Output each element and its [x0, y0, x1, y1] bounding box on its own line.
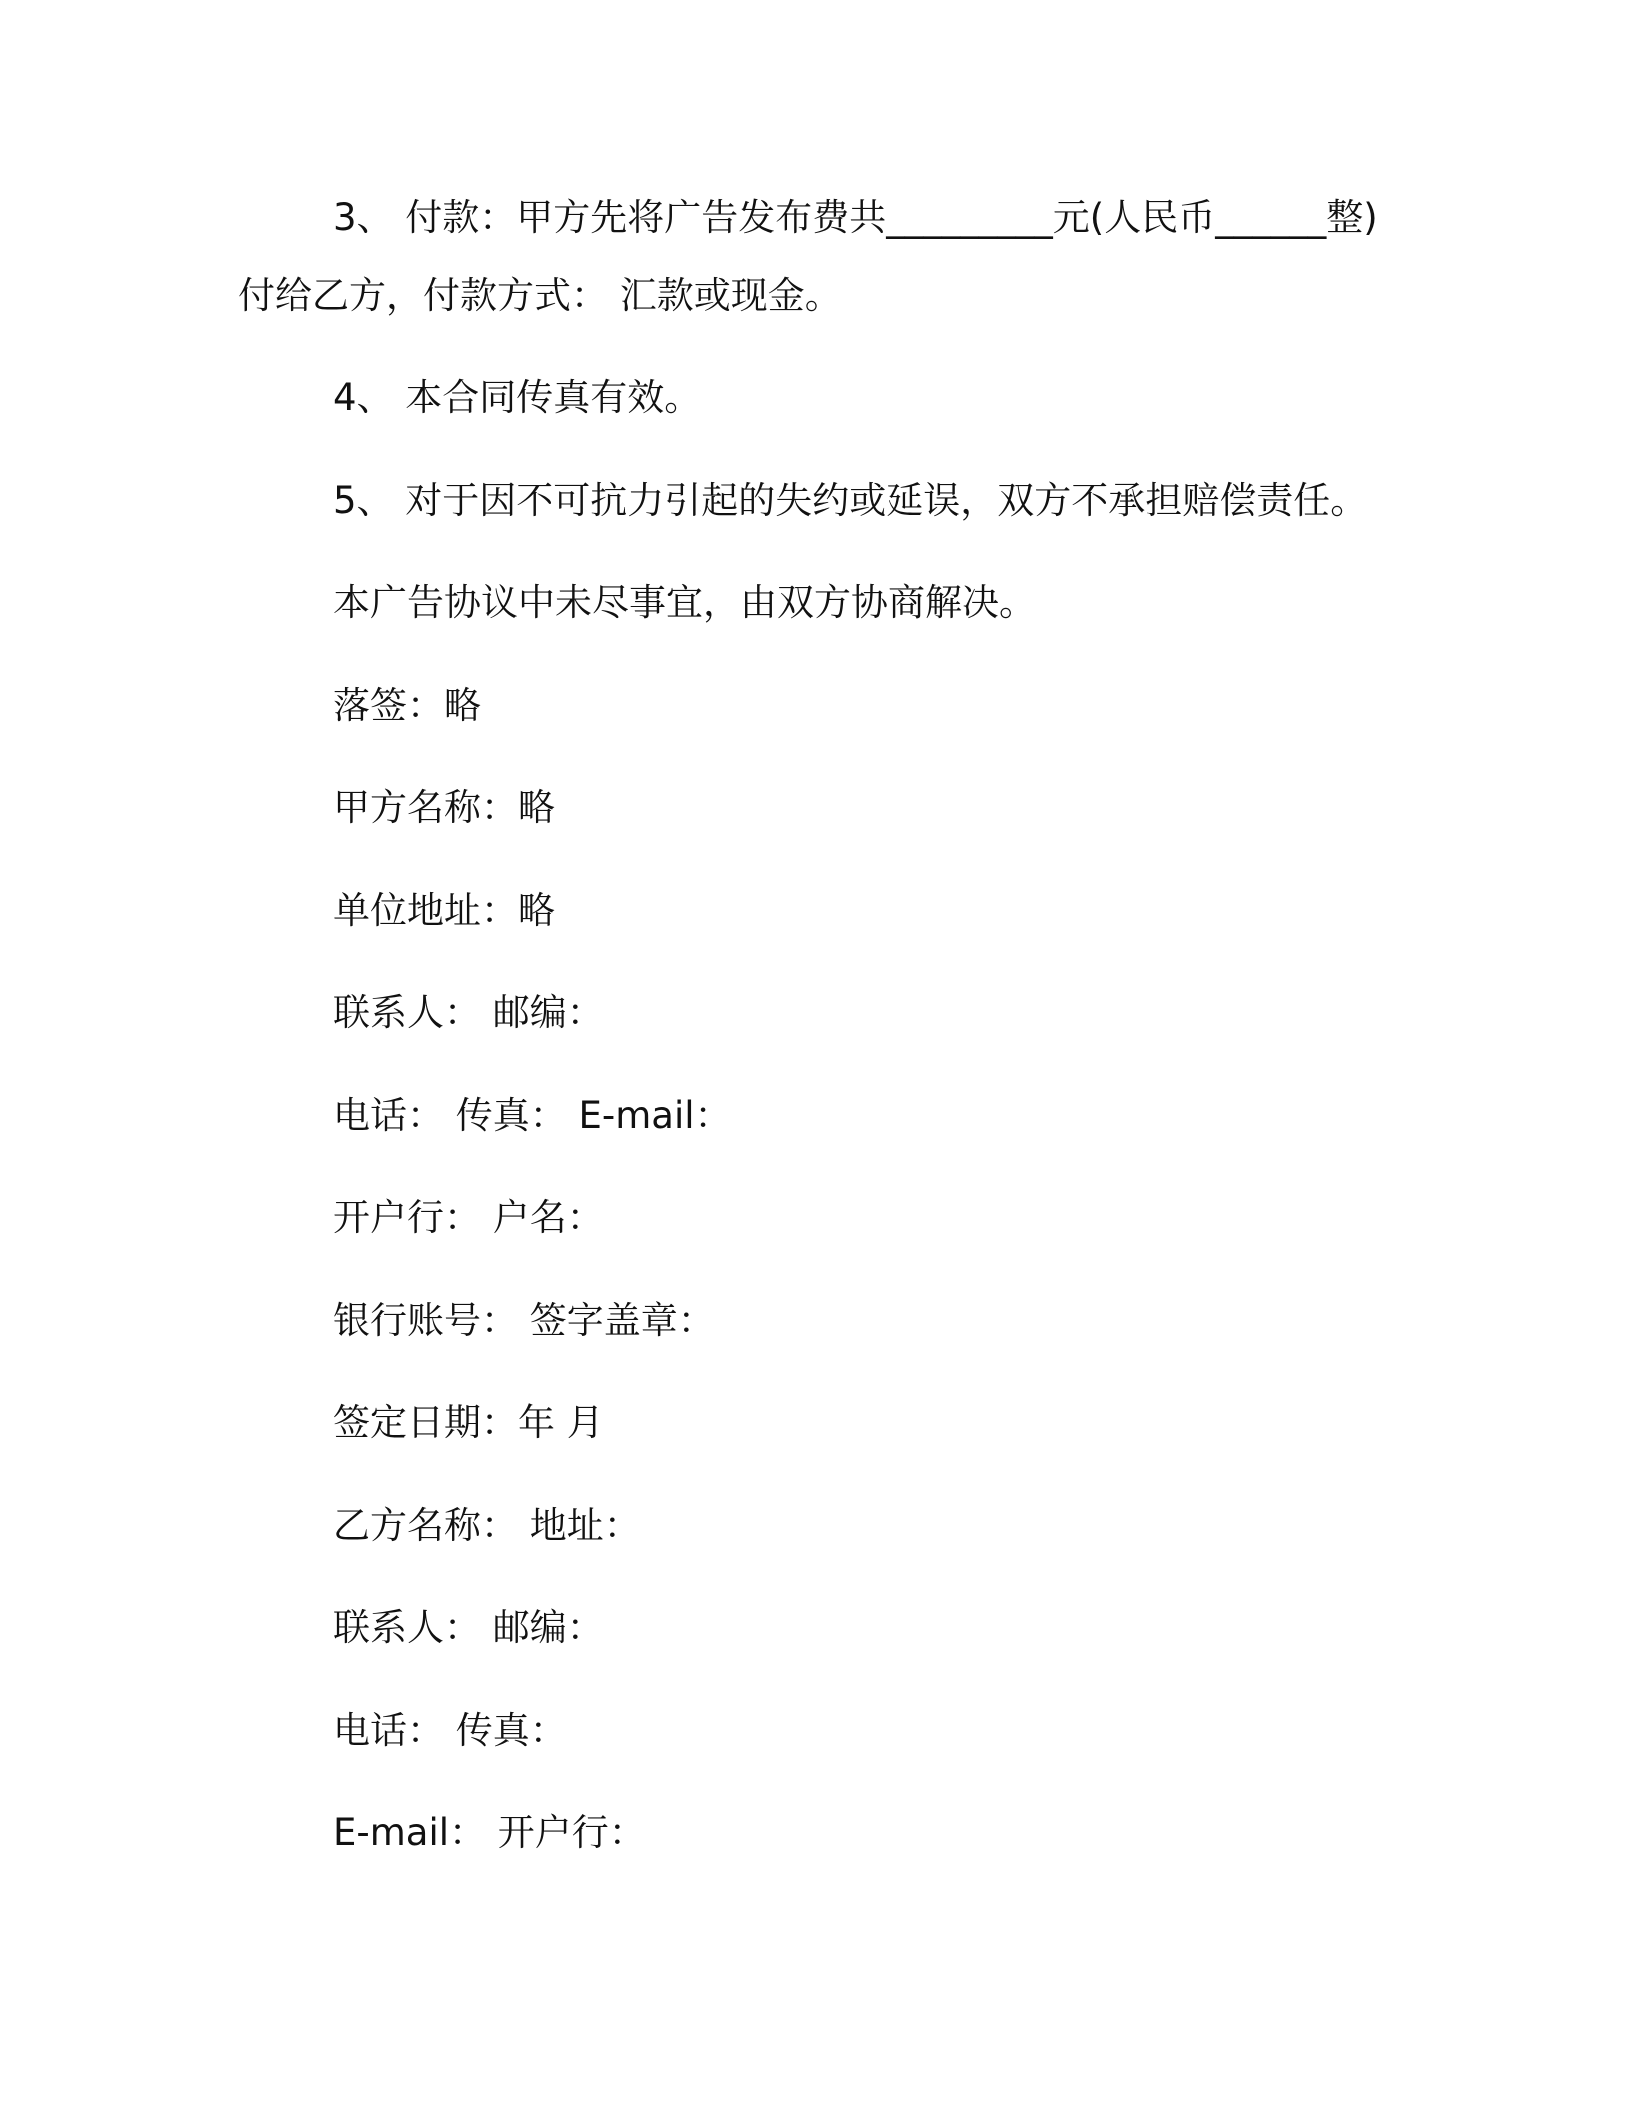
party-b-contact: 联系人： 邮编： — [333, 1606, 604, 1649]
unresolved-matters-clause: 本广告协议中未尽事宜，由双方协商解决。 — [333, 581, 1036, 624]
payment-clause-line-1: 3、 付款：甲方先将广告发布费共_________元(人民币______整) — [333, 196, 1378, 239]
party-a-account: 银行账号： 签字盖章： — [333, 1299, 715, 1342]
party-a-bank: 开户行： 户名： — [333, 1196, 604, 1239]
party-a-phone: 电话： 传真： E-mail： — [333, 1094, 732, 1137]
party-b-name: 乙方名称： 地址： — [333, 1504, 641, 1547]
force-majeure-clause: 5、 对于因不可抗力引起的失约或延误，双方不承担赔偿责任。 — [333, 479, 1368, 522]
fax-validity-clause: 4、 本合同传真有效。 — [333, 376, 702, 419]
sign-date: 签定日期：年 月 — [333, 1401, 604, 1444]
party-a-contact: 联系人： 邮编： — [333, 991, 604, 1034]
party-a-address: 单位地址：略 — [333, 889, 555, 932]
signature-line: 落签：略 — [333, 684, 481, 727]
party-a-name: 甲方名称：略 — [333, 786, 555, 829]
party-b-email: E-mail： 开户行： — [333, 1811, 646, 1854]
party-b-phone: 电话： 传真： — [333, 1709, 567, 1752]
payment-clause-line-2: 付给乙方，付款方式： 汇款或现金。 — [238, 274, 842, 317]
